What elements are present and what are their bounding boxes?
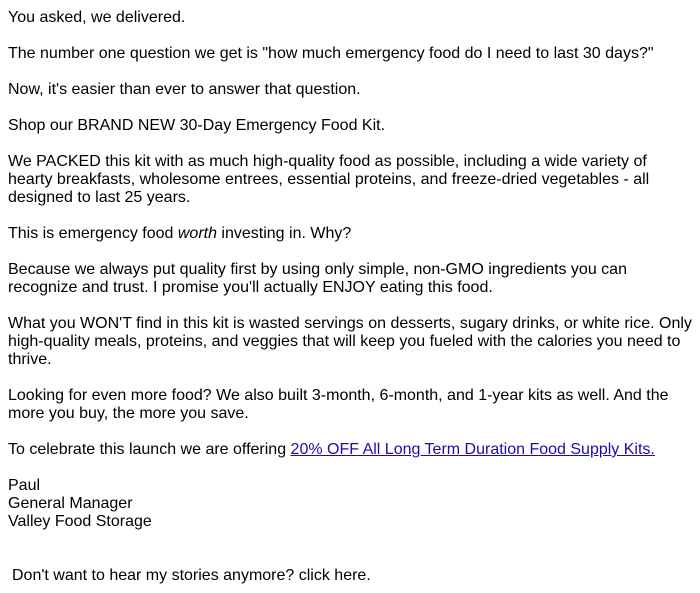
- intro-line: You asked, we delivered.: [8, 9, 186, 26]
- easier-paragraph: Now, it's easier than ever to answer that question.: [8, 81, 361, 98]
- unsubscribe-line[interactable]: Don't want to hear my stories anymore? click here.: [12, 567, 371, 584]
- celebrate-text: To celebrate this launch we are offering: [8, 441, 291, 458]
- signature-title: General Manager: [8, 495, 133, 512]
- signature-company: Valley Food Storage: [8, 513, 152, 530]
- celebrate-paragraph: [8, 441, 692, 459]
- quality-paragraph: Because we always put quality first by using only simple, non-GMO ingredients you can recognize and trust. I promise you'll actually ENJOY eating this food.: [8, 261, 627, 296]
- worth-text-before: This is emergency food: [8, 225, 178, 242]
- question-paragraph: The number one question we get is "how much emergency food do I need to last 30 days?": [8, 45, 654, 62]
- signature: [8, 477, 692, 531]
- email-body: [8, 9, 692, 531]
- signature-name: Paul: [8, 477, 41, 494]
- wont-find-paragraph: What you WON'T find in this kit is wasted servings on desserts, sugary drinks, or white rice. Only high-quality meals, proteins, and veggies that will keep you fueled with the calories you need to thrive.: [8, 315, 692, 368]
- shop-paragraph: Shop our BRAND NEW 30-Day Emergency Food Kit.: [8, 117, 386, 134]
- worth-text-after: investing in. Why?: [216, 225, 352, 242]
- worth-paragraph: [8, 225, 692, 243]
- worth-emphasis: worth: [177, 225, 217, 242]
- packed-paragraph: We PACKED this kit with as much high-quality food as possible, including a wide variety of hearty breakfasts, wholesome entrees, essential proteins, and freeze-dried vegetables - all designed to last 25 years.: [8, 153, 650, 206]
- offer-link[interactable]: 20% OFF All Long Term Duration Food Supply Kits.: [290, 441, 655, 458]
- more-food-paragraph: Looking for even more food? We also built 3-month, 6-month, and 1-year kits as well. And the more you buy, the more you save.: [8, 387, 669, 422]
